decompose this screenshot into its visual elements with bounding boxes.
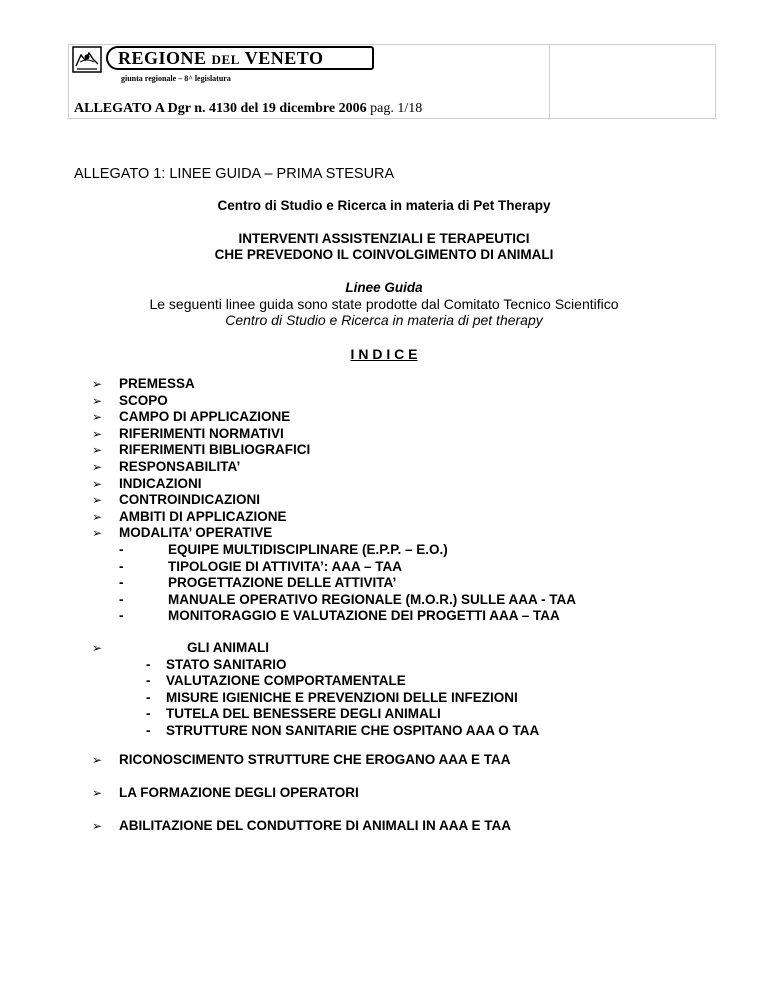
index-item: ABILITAZIONE DEL CONDUTTORE DI ANIMALI IN AAA E TAA: [119, 818, 511, 833]
index-item: AMBITI DI APPLICAZIONE: [119, 508, 287, 524]
indice-heading: I N D I C E: [350, 346, 418, 362]
bullet-arrow-icon: ➢: [92, 476, 103, 491]
bullet-arrow-icon: ➢: [92, 493, 103, 508]
bullet-arrow-icon: ➢: [92, 641, 103, 655]
index-item: RIFERIMENTI NORMATIVI: [119, 425, 284, 441]
index-subitem: MANUALE OPERATIVO REGIONALE (M.O.R.) SULLE AAA - TAA: [168, 591, 576, 607]
bullet-arrow-icon: ➢: [92, 509, 103, 524]
allegato-title: ALLEGATO 1: LINEE GUIDA – PRIMA STESURA: [74, 166, 395, 182]
dash-marker: -: [146, 706, 151, 722]
index-subitem: MONITORAGGIO E VALUTAZIONE DEI PROGETTI AAA – TAA: [168, 608, 560, 624]
logo-veneto: VENETO: [244, 48, 324, 68]
regione-crest-icon: [72, 46, 102, 73]
index-item: CONTROINDICAZIONI: [119, 492, 260, 508]
index-subitem: MISURE IGIENICHE E PREVENZIONI DELLE INFEZIONI: [166, 689, 518, 705]
index-item: RICONOSCIMENTO STRUTTURE CHE EROGANO AAA E TAA: [119, 752, 511, 767]
header-divider: [549, 45, 550, 118]
dash-marker: -: [119, 558, 124, 574]
allegato-dgr: ALLEGATO A Dgr n. 4130 del 19 dicembre 2006: [74, 101, 367, 116]
bullet-arrow-icon: ➢: [92, 393, 103, 408]
bullet-arrow-icon: ➢: [92, 786, 103, 800]
logo-main: REGIONE: [118, 48, 207, 68]
dash-marker: -: [146, 673, 151, 689]
index-subitem: EQUIPE MULTIDISCIPLINARE (E.P.P. – E.O.): [168, 542, 448, 557]
interventi-line-1: INTERVENTI ASSISTENZIALI E TERAPEUTICI: [238, 231, 530, 246]
dash-marker: -: [146, 723, 151, 738]
page-number: pag. 1/18: [370, 101, 423, 116]
centro-heading: Centro di Studio e Ricerca in materia di Pet Therapy: [217, 198, 551, 213]
index-subitem: STATO SANITARIO: [166, 656, 287, 672]
dash-marker: -: [146, 656, 151, 672]
bullet-arrow-icon: ➢: [92, 753, 103, 767]
bullet-arrow-icon: ➢: [92, 377, 103, 391]
intro-text: Le seguenti linee guida sono state prodotte dal Comitato Tecnico Scientifico: [149, 296, 619, 312]
index-item: GLI ANIMALI: [187, 640, 269, 655]
index-subitem: TIPOLOGIE DI ATTIVITA’: AAA – TAA: [168, 558, 402, 574]
index-subitem: TUTELA DEL BENESSERE DEGLI ANIMALI: [166, 706, 441, 722]
index-subitem: VALUTAZIONE COMPORTAMENTALE: [166, 673, 406, 689]
linee-guida-heading: Linee Guida: [345, 280, 423, 295]
bullet-arrow-icon: ➢: [92, 460, 103, 474]
bullet-arrow-icon: ➢: [92, 443, 103, 458]
dash-marker: -: [119, 591, 124, 607]
giunta-label: giunta regionale – 8^ legislatura: [121, 74, 231, 83]
index-item: RIFERIMENTI BIBLIOGRAFICI: [119, 442, 311, 458]
index-item: RESPONSABILITA’: [119, 459, 241, 474]
allegato-reference: [74, 101, 422, 117]
dash-marker: -: [119, 608, 124, 624]
bullet-arrow-icon: ➢: [92, 819, 103, 833]
dash-marker: -: [146, 689, 151, 705]
index-item: INDICAZIONI: [119, 475, 202, 491]
index-item: SCOPO: [119, 392, 168, 408]
dash-marker: -: [119, 575, 124, 591]
index-subitem: STRUTTURE NON SANITARIE CHE OSPITANO AAA O TAA: [166, 723, 540, 738]
index-item: LA FORMAZIONE DEGLI OPERATORI: [119, 785, 359, 800]
dash-marker: -: [119, 542, 124, 557]
index-item: CAMPO DI APPLICAZIONE: [119, 409, 291, 425]
bullet-arrow-icon: ➢: [92, 410, 103, 425]
bullet-arrow-icon: ➢: [92, 526, 103, 541]
bullet-arrow-icon: ➢: [92, 426, 103, 441]
index-item: PREMESSA: [119, 376, 195, 391]
interventi-line-2: CHE PREVEDONO IL COINVOLGIMENTO DI ANIMALI: [214, 247, 554, 262]
logo-del: DEL: [211, 52, 241, 67]
document-header: [68, 44, 716, 119]
index-subitem: PROGETTAZIONE DELLE ATTIVITA’: [168, 575, 397, 591]
regione-veneto-logo: [72, 46, 377, 74]
intro-centro: Centro di Studio e Ricerca in materia di pet therapy: [225, 312, 543, 328]
logo-text: [118, 48, 323, 69]
index-item: MODALITA’ OPERATIVE: [119, 525, 273, 541]
